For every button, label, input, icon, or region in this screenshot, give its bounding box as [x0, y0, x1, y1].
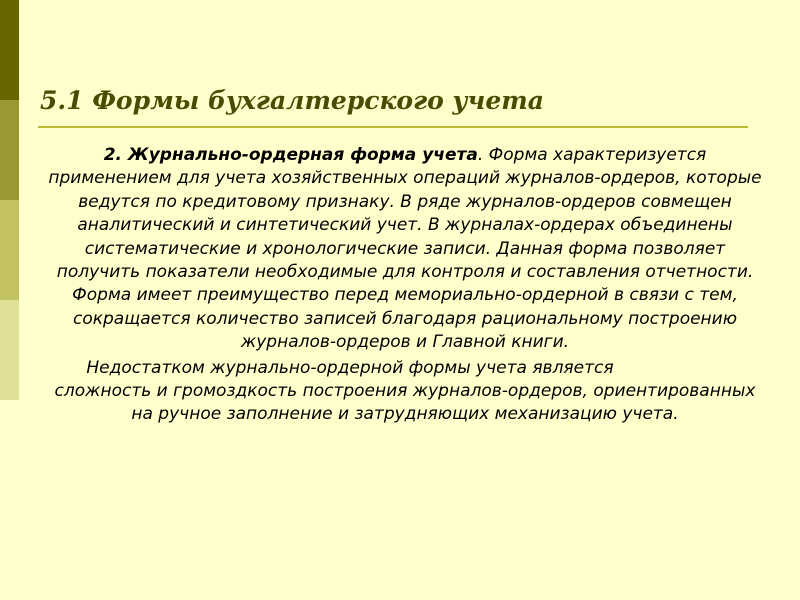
side-band-light — [0, 300, 19, 400]
paragraph-journal-order-form — [40, 144, 770, 355]
paragraph-disadvantage — [40, 357, 770, 427]
paragraph-body: . Форма характеризуется применением для учета хозяйственных операций журналов-ордеров, которые ведутся по кредитовому признаку. В ряде журналов-ордеров совмещен аналитический и синтетический учет. В журналах-ордерах объединены систематические и хронологические записи. Данная форма позволяет получить показатели необходимые для контроля и составления отчетности. Форма имеет преимущество перед мемориально-ордерной в связи с тем, сокращается количество записей благодаря рациональному построению журналов-ордеров и Главной книги. — [48, 145, 762, 353]
side-band-khaki — [0, 200, 19, 300]
side-band-dark — [0, 0, 19, 100]
side-band-olive — [0, 100, 19, 200]
slide-title: 5.1 Формы бухгалтерского учета — [40, 86, 544, 115]
paragraph-disadvantage-first-line: Недостатком журнально-ордерной формы учета является — [86, 357, 614, 378]
slide-content — [40, 144, 770, 427]
paragraph-disadvantage-body: сложность и громоздкость построения журналов-ордеров, ориентированных на ручное заполнение и затрудняющих механизацию учета. — [54, 381, 756, 425]
side-band-pale — [0, 400, 19, 600]
paragraph-lead: 2. Журнально-ордерная форма учета — [103, 145, 478, 165]
title-divider — [38, 126, 748, 128]
